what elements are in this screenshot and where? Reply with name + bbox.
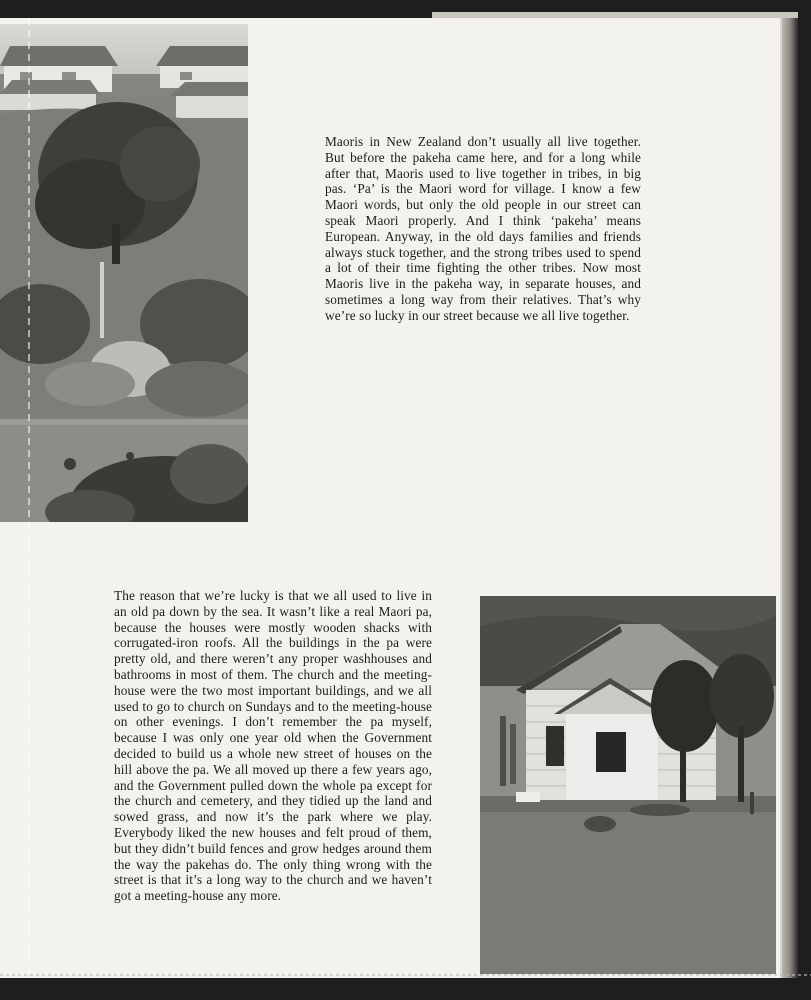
church-photo [480, 596, 776, 974]
page-right-edge [778, 18, 798, 978]
paragraph-top: Maoris in New Zealand don’t usually all live together. But before the pakeha came here, and for a long while after that, Maoris used to live together in tribes, in big pas. ‘Pa’ is the Maori word for village. I know a few Maori words, but only the old people in our street can speak Maori properly. And I think ‘pakeha’ means European. Anyway, in the old days families and friends always stuck together, and the strong tribes used to spend a lot of their time fighting the other tribes. Now most Maoris live in the pakeha way, in separate houses, and sometimes a long way from their relatives. That’s why we’re so lucky in our street because we all live together. [325, 134, 641, 323]
hillside-houses-photo [0, 24, 248, 522]
binding-stitches [28, 18, 30, 978]
page-bottom-edge [0, 974, 811, 976]
paragraph-bottom: The reason that we’re lucky is that we all used to live in an old pa down by the sea. It wasn’t like a real Maori pa, because the houses were mostly wooden shacks with corrugated-iron roofs. All the buildings in the pa were pretty old, and there weren’t any proper washhouses and bathrooms in most of them. The church and the meeting-house were the two most important buildings, and we all used to go to church on Sundays and to the meeting-house on other evenings. I don’t remember the pa myself, because I was only one year old when the Government decided to build us a whole new street of houses on the hill above the pa. We all moved up there a few years ago, and the Government pulled down the whole pa except for the church and cemetery, and they tidied up the land and sowed grass, and now it’s the park where we play. Everybody liked the new houses and felt proud of them, but they didn’t build fences and grow hedges around them the way the pakehas do. The only thing wrong with the street is that it’s a long way to the church and we haven’t got a meeting-house any more. [114, 588, 432, 904]
